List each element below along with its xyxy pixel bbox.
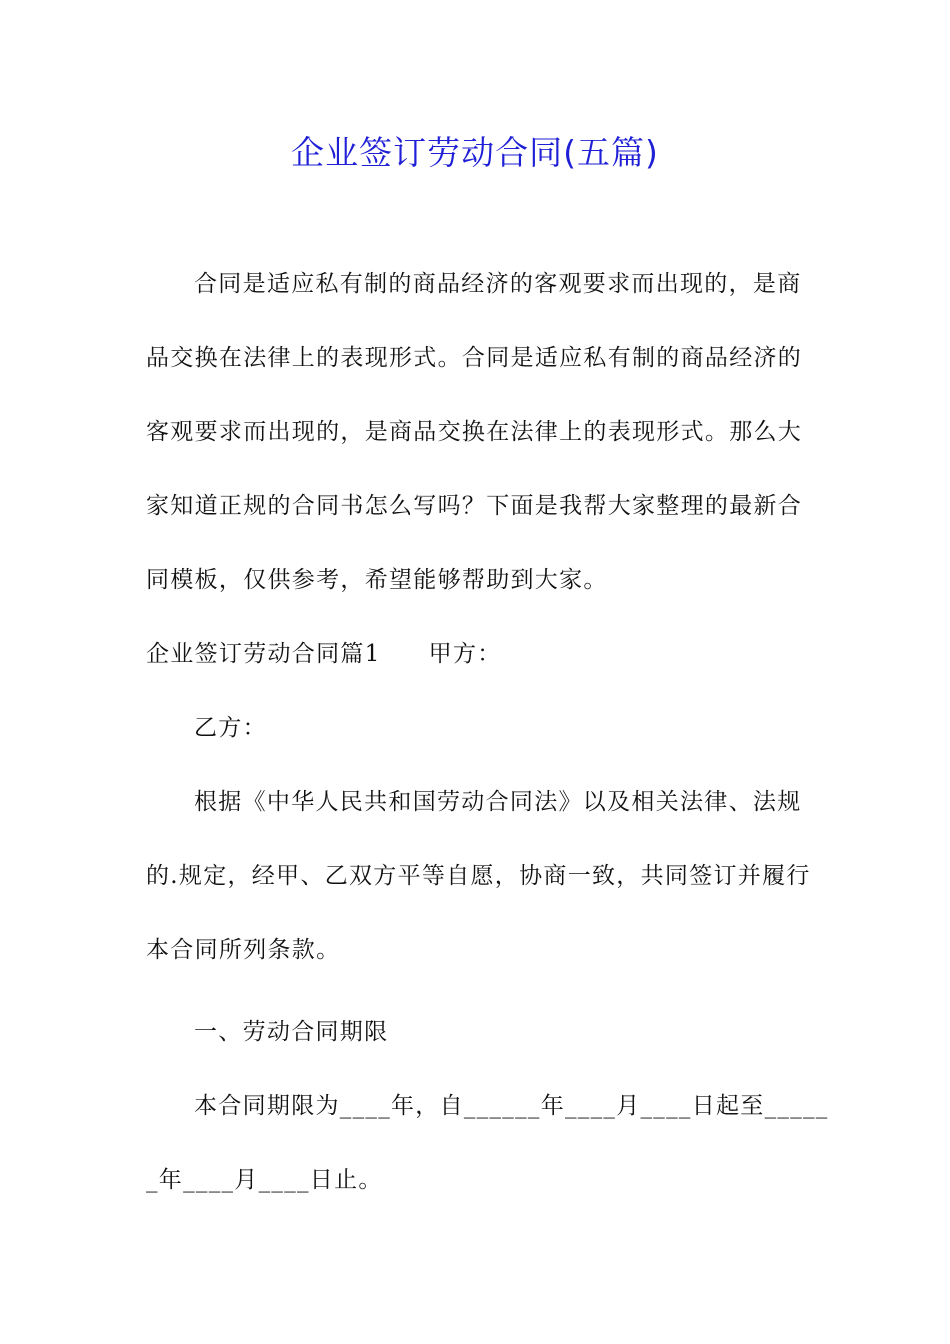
term-paragraph — [146, 1069, 829, 1217]
intro-line: 品交换在法律上的表现形式。合同是适应私有制的商品经济的 — [146, 345, 803, 371]
intro-line: 家知道正规的合同书怎么写吗？下面是我帮大家整理的最新合 — [146, 493, 803, 519]
basis-line: 根据《中华人民共和国劳动合同法》以及相关法律、法规 — [194, 789, 802, 815]
basis-paragraph — [146, 765, 811, 987]
basis-line: 的.规定，经甲、乙双方平等自愿，协商一致，共同签订并履行 — [146, 863, 811, 889]
intro-line: 同模板，仅供参考，希望能够帮助到大家。 — [146, 567, 608, 593]
basis-line: 本合同所列条款。 — [146, 937, 341, 963]
clause-1-heading: 一、劳动合同期限 — [194, 1019, 389, 1045]
party-a-label: 甲方： — [428, 641, 502, 667]
party-b-label: 乙方： — [194, 715, 267, 741]
section-heading-line — [146, 617, 806, 691]
intro-paragraph — [146, 247, 806, 617]
intro-line: 客观要求而出现的，是商品交换在法律上的表现形式。那么大 — [146, 419, 803, 445]
document-title: 企业签订劳动合同(五篇) — [291, 133, 659, 172]
term-line: _年____月____日止。 — [146, 1167, 383, 1193]
intro-line: 合同是适应私有制的商品经济的客观要求而出现的，是商 — [194, 271, 802, 297]
term-line: 本合同期限为____年，自______年____月____日起至_____ — [194, 1093, 829, 1119]
party-b-line — [146, 691, 806, 765]
section-heading: 企业签订劳动合同篇1 — [146, 641, 381, 667]
clause-heading-line — [146, 995, 806, 1069]
